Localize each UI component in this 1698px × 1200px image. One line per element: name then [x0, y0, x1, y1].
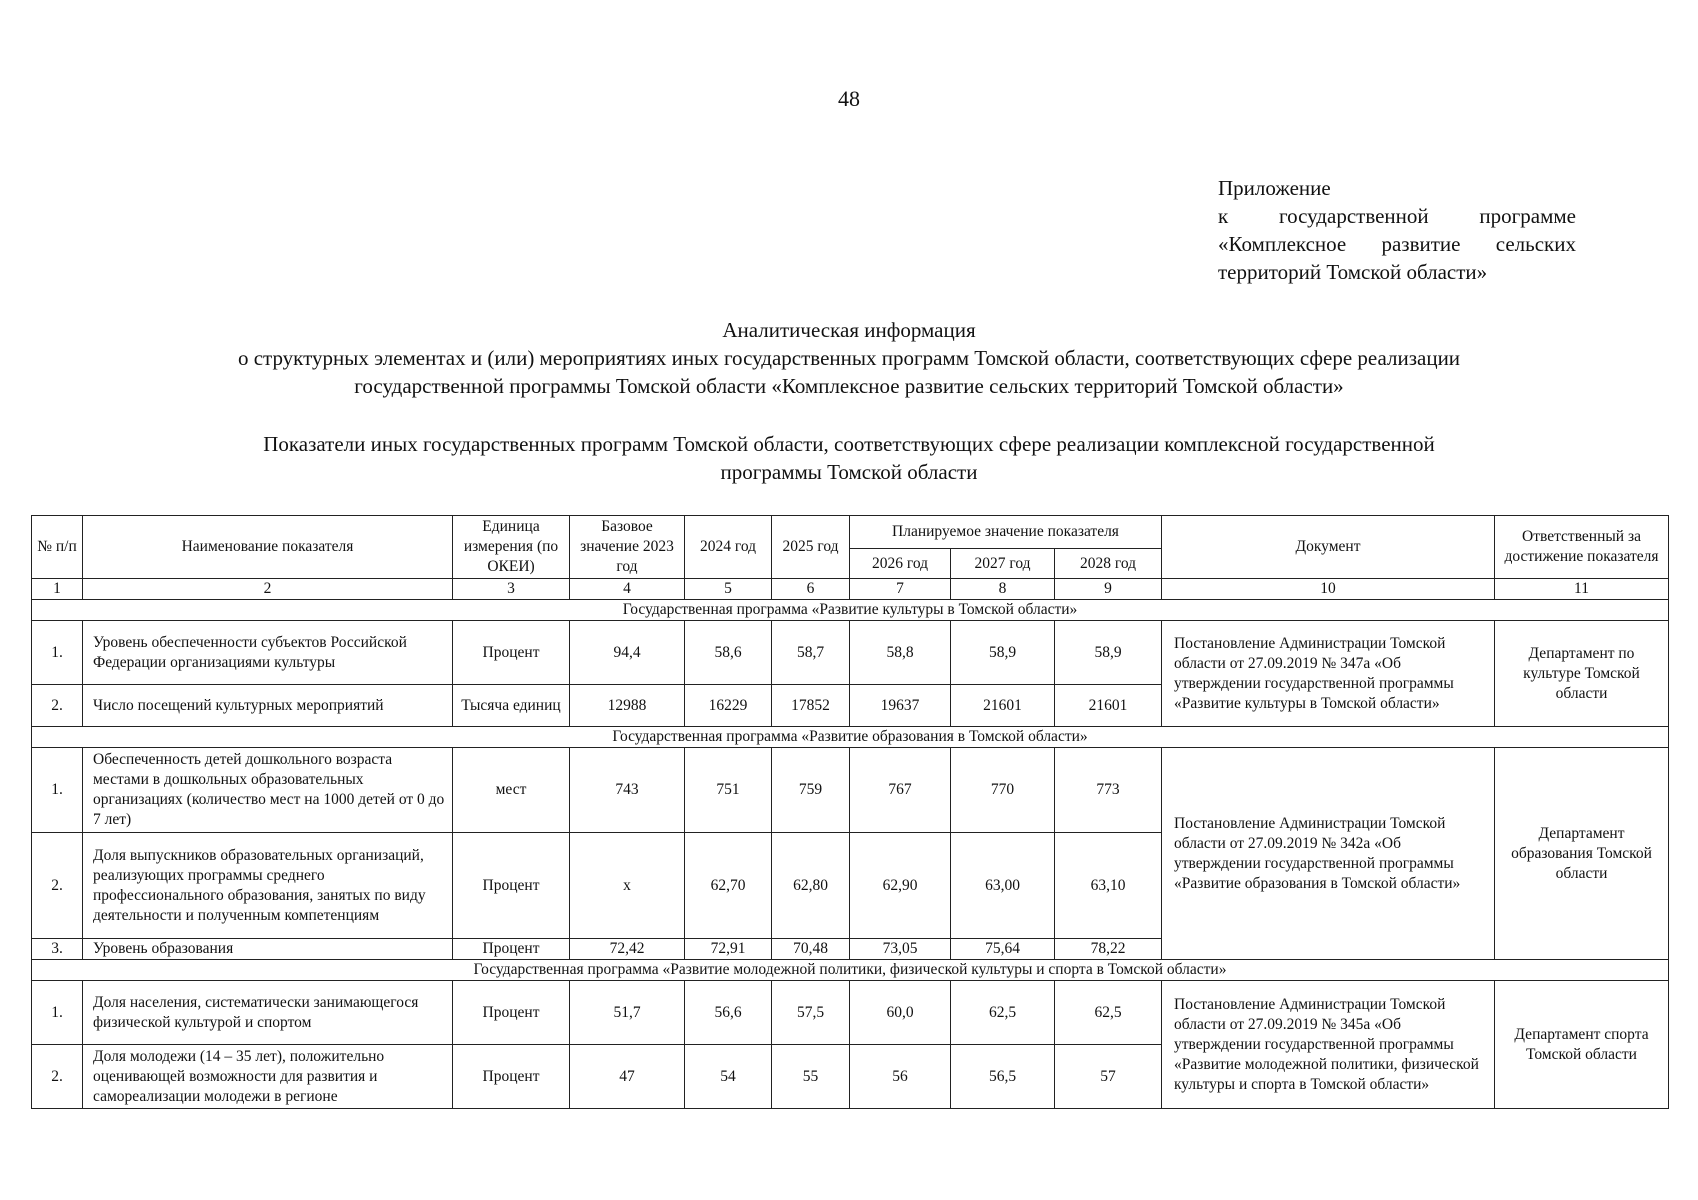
column-number: 6 [772, 579, 850, 600]
header-num: № п/п [32, 516, 83, 579]
base-value: 743 [570, 748, 685, 833]
header-2025: 2025 год [772, 516, 850, 579]
unit-cell: Процент [453, 833, 570, 939]
value-2026: 73,05 [850, 939, 951, 960]
appendix-note [1218, 174, 1576, 286]
responsible-cell: Департамент по культуре Томской области [1495, 621, 1669, 727]
base-value: 51,7 [570, 981, 685, 1045]
value-2024: 62,70 [685, 833, 772, 939]
column-number: 7 [850, 579, 951, 600]
row-num: 1. [32, 981, 83, 1045]
unit-cell: Процент [453, 939, 570, 960]
column-number: 1 [32, 579, 83, 600]
base-value: 12988 [570, 685, 685, 727]
appendix-line: Приложение [1218, 176, 1331, 200]
header-2028: 2028 год [1055, 549, 1162, 579]
header-2027: 2027 год [951, 549, 1055, 579]
column-number: 2 [83, 579, 453, 600]
table-row [32, 621, 1669, 685]
value-2027: 62,5 [951, 981, 1055, 1045]
section-title: Государственная программа «Развитие молодежной политики, физической культуры и спорта в Томской области» [32, 960, 1669, 981]
value-2028: 21601 [1055, 685, 1162, 727]
value-2028: 62,5 [1055, 981, 1162, 1045]
value-2024: 751 [685, 748, 772, 833]
indicator-name: Доля молодежи (14 – 35 лет), положительно оценивающей возможности для развития и самореализации молодежи в регионе [83, 1045, 453, 1109]
value-2026: 60,0 [850, 981, 951, 1045]
column-number: 5 [685, 579, 772, 600]
column-number: 4 [570, 579, 685, 600]
table-caption [60, 430, 1638, 486]
value-2025: 70,48 [772, 939, 850, 960]
value-2028: 78,22 [1055, 939, 1162, 960]
row-num: 2. [32, 1045, 83, 1109]
value-2028: 58,9 [1055, 621, 1162, 685]
column-number: 9 [1055, 579, 1162, 600]
unit-cell: Процент [453, 981, 570, 1045]
value-2026: 58,8 [850, 621, 951, 685]
value-2026: 62,90 [850, 833, 951, 939]
indicators-table [31, 515, 1669, 1109]
unit-cell: Процент [453, 621, 570, 685]
page-number: 48 [838, 86, 860, 111]
header-document: Документ [1162, 516, 1495, 579]
section-title: Государственная программа «Развитие культуры в Томской области» [32, 600, 1669, 621]
value-2026: 19637 [850, 685, 951, 727]
base-value: х [570, 833, 685, 939]
title-line: о структурных элементах и (или) мероприятиях иных государственных программ Томской области, соответствующих сфере реализации [237, 346, 1461, 370]
appendix-line: к государственной программе [1218, 204, 1576, 228]
indicator-name: Уровень образования [83, 939, 453, 960]
row-num: 3. [32, 939, 83, 960]
section-row-culture [32, 600, 1669, 621]
caption-line: программы Томской области [720, 460, 978, 484]
header-responsible: Ответственный за достижение показателя [1495, 516, 1669, 579]
value-2026: 767 [850, 748, 951, 833]
row-num: 1. [32, 621, 83, 685]
column-number: 11 [1495, 579, 1669, 600]
section-row-sport [32, 960, 1669, 981]
row-num: 2. [32, 685, 83, 727]
header-name: Наименование показателя [83, 516, 453, 579]
value-2024: 72,91 [685, 939, 772, 960]
indicator-name: Число посещений культурных мероприятий [83, 685, 453, 727]
caption-line: Показатели иных государственных программ Томской области, соответствующих сфере реализации комплексной государственной [263, 432, 1435, 456]
document-cell: Постановление Администрации Томской области от 27.09.2019 № 345а «Об утверждении государственной программы «Развитие молодежной политики, физической культуры и спорта в Томской области» [1162, 981, 1495, 1109]
value-2027: 770 [951, 748, 1055, 833]
column-number: 10 [1162, 579, 1495, 600]
table-row [32, 748, 1669, 833]
value-2026: 56 [850, 1045, 951, 1109]
table-row [32, 981, 1669, 1045]
value-2025: 62,80 [772, 833, 850, 939]
appendix-line: территорий Томской области» [1218, 260, 1488, 284]
value-2027: 63,00 [951, 833, 1055, 939]
header-base: Базовое значение 2023 год [570, 516, 685, 579]
value-2027: 58,9 [951, 621, 1055, 685]
base-value: 47 [570, 1045, 685, 1109]
row-num: 1. [32, 748, 83, 833]
value-2024: 56,6 [685, 981, 772, 1045]
value-2025: 55 [772, 1045, 850, 1109]
indicator-name: Доля населения, систематически занимающегося физической культурой и спортом [83, 981, 453, 1045]
value-2028: 773 [1055, 748, 1162, 833]
value-2024: 54 [685, 1045, 772, 1109]
value-2025: 57,5 [772, 981, 850, 1045]
value-2024: 16229 [685, 685, 772, 727]
base-value: 94,4 [570, 621, 685, 685]
value-2025: 759 [772, 748, 850, 833]
indicator-name: Доля выпускников образовательных организаций, реализующих программы среднего профессионального образования, занятых по виду деятельности и полученным компетенциям [83, 833, 453, 939]
responsible-cell: Департамент образования Томской области [1495, 748, 1669, 960]
title-line: государственной программы Томской области «Комплексное развитие сельских территорий Томской области» [354, 374, 1344, 398]
column-number: 3 [453, 579, 570, 600]
column-numbers-row [32, 579, 1669, 600]
value-2024: 58,6 [685, 621, 772, 685]
base-value: 72,42 [570, 939, 685, 960]
value-2028: 57 [1055, 1045, 1162, 1109]
value-2027: 75,64 [951, 939, 1055, 960]
column-number: 8 [951, 579, 1055, 600]
document-cell: Постановление Администрации Томской области от 27.09.2019 № 342а «Об утверждении государственной программы «Развитие образования в Томской области» [1162, 748, 1495, 960]
document-title [60, 316, 1638, 400]
section-row-education [32, 727, 1669, 748]
header-planned: Планируемое значение показателя [850, 516, 1162, 549]
value-2027: 56,5 [951, 1045, 1055, 1109]
unit-cell: Процент [453, 1045, 570, 1109]
value-2028: 63,10 [1055, 833, 1162, 939]
unit-cell: мест [453, 748, 570, 833]
header-unit: Единица измерения (по ОКЕИ) [453, 516, 570, 579]
header-2026: 2026 год [850, 549, 951, 579]
value-2025: 17852 [772, 685, 850, 727]
value-2025: 58,7 [772, 621, 850, 685]
indicator-name: Обеспеченность детей дошкольного возраста местами в дошкольных образовательных организациях (количество мест на 1000 детей от 0 до 7 лет) [83, 748, 453, 833]
header-2024: 2024 год [685, 516, 772, 579]
appendix-line: «Комплексное развитие сельских [1218, 232, 1576, 256]
document-cell: Постановление Администрации Томской области от 27.09.2019 № 347а «Об утверждении государственной программы «Развитие культуры в Томской области» [1162, 621, 1495, 727]
indicator-name: Уровень обеспеченности субъектов Российской Федерации организациями культуры [83, 621, 453, 685]
title-line: Аналитическая информация [722, 318, 976, 342]
unit-cell: Тысяча единиц [453, 685, 570, 727]
value-2027: 21601 [951, 685, 1055, 727]
section-title: Государственная программа «Развитие образования в Томской области» [32, 727, 1669, 748]
responsible-cell: Департамент спорта Томской области [1495, 981, 1669, 1109]
row-num: 2. [32, 833, 83, 939]
